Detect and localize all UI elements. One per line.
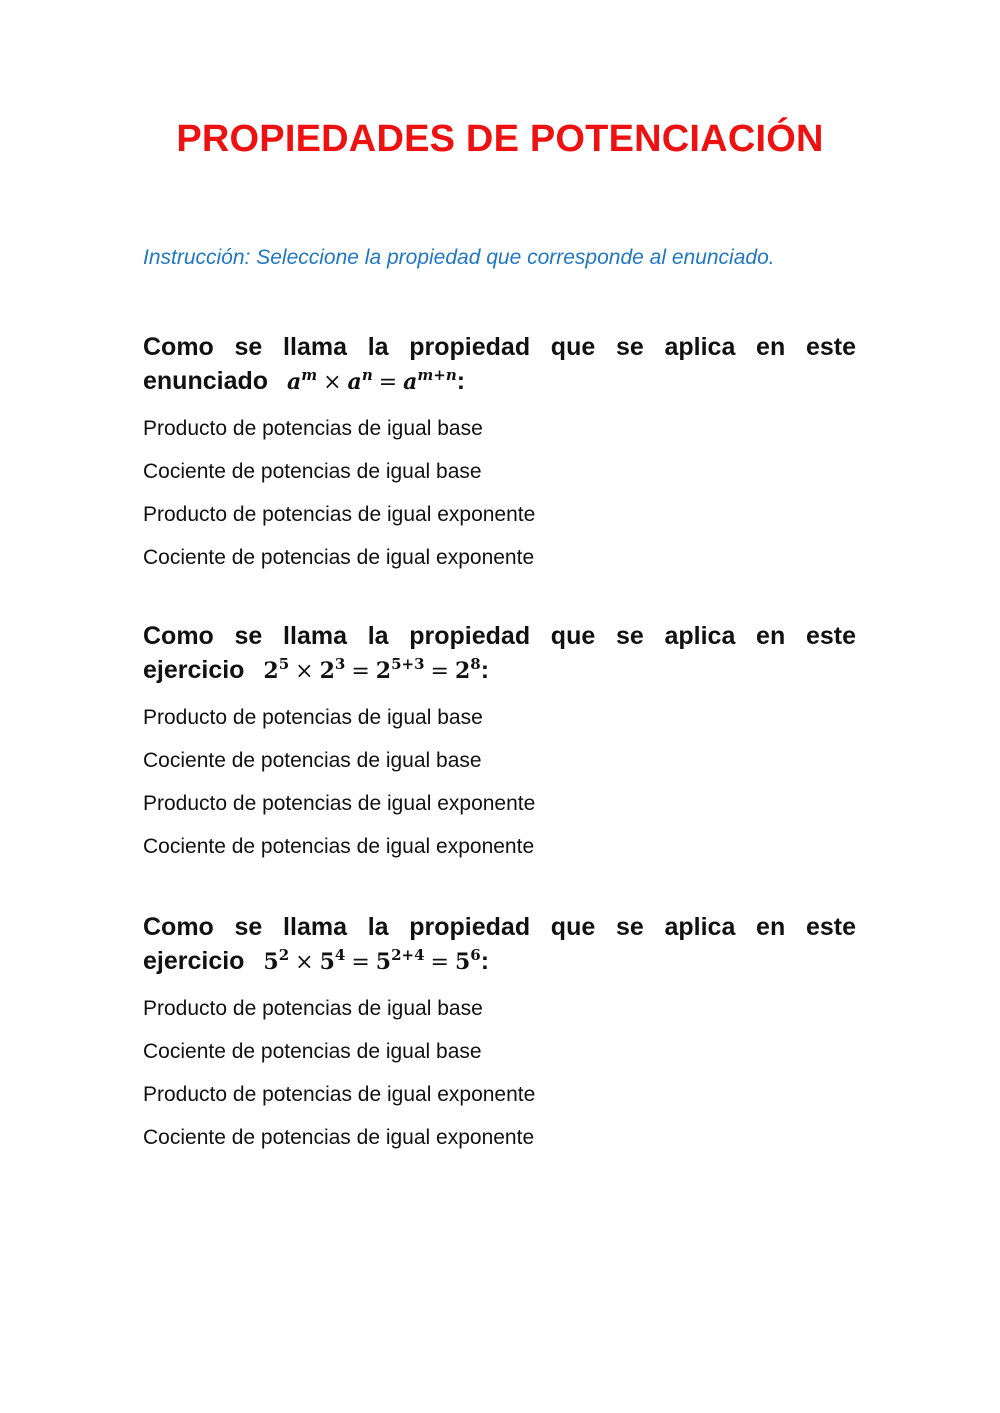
- question-3: [143, 910, 856, 1168]
- word: en: [756, 913, 786, 941]
- math-exponent: 2: [278, 946, 290, 964]
- word: en: [756, 333, 786, 361]
- option-item[interactable]: Cociente de potencias de igual base: [143, 460, 482, 483]
- math-expression: [286, 366, 457, 395]
- word: propiedad: [409, 622, 531, 650]
- options-list: [143, 996, 856, 1168]
- question-line-1: [143, 910, 856, 944]
- question-text: [143, 619, 856, 689]
- math-exponent: 8: [470, 655, 481, 673]
- math-exponent: n: [361, 366, 373, 384]
- question-text: [143, 910, 856, 980]
- option-item[interactable]: Producto de potencias de igual base: [143, 997, 483, 1020]
- options-list: [143, 705, 856, 877]
- option-item[interactable]: Producto de potencias de igual exponente: [143, 503, 536, 526]
- question-line-2: [143, 944, 856, 980]
- question-text: [143, 330, 856, 400]
- math-operator: =: [378, 370, 398, 395]
- word: llama: [283, 913, 347, 941]
- option-item[interactable]: Producto de potencias de igual exponente: [143, 792, 536, 815]
- options-list: [143, 416, 856, 588]
- math-base: 2: [454, 658, 471, 684]
- question-colon: :: [456, 367, 466, 395]
- math-base: 5: [375, 949, 392, 975]
- word: se: [615, 913, 644, 941]
- question-line-1: [143, 330, 856, 364]
- word: que: [550, 333, 596, 361]
- word: se: [615, 333, 644, 361]
- word: llama: [283, 333, 347, 361]
- math-expression: [263, 655, 481, 684]
- page-title: PROPIEDADES DE POTENCIACIÓN: [176, 118, 824, 160]
- word: Como: [143, 622, 214, 650]
- math-exponent: m+n: [417, 366, 457, 384]
- math-operator: =: [351, 950, 370, 975]
- option-item[interactable]: Cociente de potencias de igual base: [143, 1040, 482, 1063]
- question-label: enunciado: [143, 367, 269, 395]
- math-base: 2: [375, 658, 392, 684]
- word: aplica: [664, 622, 736, 650]
- math-expression: [263, 946, 481, 975]
- question-colon: :: [480, 656, 490, 684]
- word: este: [805, 913, 856, 941]
- option-item[interactable]: Cociente de potencias de igual exponente: [143, 1126, 535, 1149]
- word: este: [805, 333, 856, 361]
- math-exponent: 2+4: [391, 946, 425, 964]
- option-item[interactable]: Cociente de potencias de igual base: [143, 749, 482, 772]
- word: se: [234, 913, 263, 941]
- word: Como: [143, 913, 214, 941]
- word: la: [367, 913, 389, 941]
- math-base: 2: [319, 658, 335, 684]
- math-base: a: [347, 369, 362, 395]
- math-base: 2: [263, 658, 279, 684]
- word: propiedad: [409, 333, 531, 361]
- math-exponent: 5: [278, 655, 290, 673]
- math-base: a: [403, 369, 418, 395]
- word: propiedad: [409, 913, 531, 941]
- word: Como: [143, 333, 214, 361]
- word: se: [234, 622, 263, 650]
- math-exponent: 6: [470, 946, 481, 964]
- math-operator: ×: [323, 370, 342, 395]
- word: en: [756, 622, 786, 650]
- math-operator: =: [351, 659, 370, 684]
- math-operator: =: [430, 659, 449, 684]
- word: llama: [283, 622, 347, 650]
- question-1: [143, 330, 856, 588]
- math-base: a: [286, 369, 302, 395]
- word: que: [550, 913, 596, 941]
- option-item[interactable]: Cociente de potencias de igual exponente: [143, 546, 535, 569]
- math-base: 5: [319, 949, 335, 975]
- math-operator: ×: [295, 950, 314, 975]
- question-line-1: [143, 619, 856, 653]
- math-exponent: 4: [334, 946, 346, 964]
- math-base: 5: [454, 949, 471, 975]
- word: aplica: [664, 333, 736, 361]
- option-item[interactable]: Cociente de potencias de igual exponente: [143, 835, 535, 858]
- math-operator: =: [430, 950, 449, 975]
- word: la: [367, 333, 389, 361]
- math-exponent: m: [301, 366, 318, 384]
- option-item[interactable]: Producto de potencias de igual exponente: [143, 1083, 536, 1106]
- question-label: ejercicio: [143, 656, 245, 684]
- question-label: ejercicio: [143, 947, 245, 975]
- math-exponent: 3: [334, 655, 346, 673]
- math-exponent: 5+3: [391, 655, 425, 673]
- word: la: [367, 622, 389, 650]
- math-base: 5: [263, 949, 279, 975]
- word: aplica: [664, 913, 736, 941]
- question-line-2: [143, 653, 856, 689]
- question-colon: :: [480, 947, 490, 975]
- word: se: [615, 622, 644, 650]
- question-2: [143, 619, 856, 877]
- question-line-2: [143, 364, 856, 400]
- option-item[interactable]: Producto de potencias de igual base: [143, 706, 483, 729]
- word: que: [550, 622, 596, 650]
- word: se: [234, 333, 263, 361]
- word: este: [805, 622, 856, 650]
- option-item[interactable]: Producto de potencias de igual base: [143, 417, 483, 440]
- instruction-text: Instrucción: Seleccione la propiedad que corresponde al enunciado.: [143, 246, 775, 269]
- math-operator: ×: [295, 659, 314, 684]
